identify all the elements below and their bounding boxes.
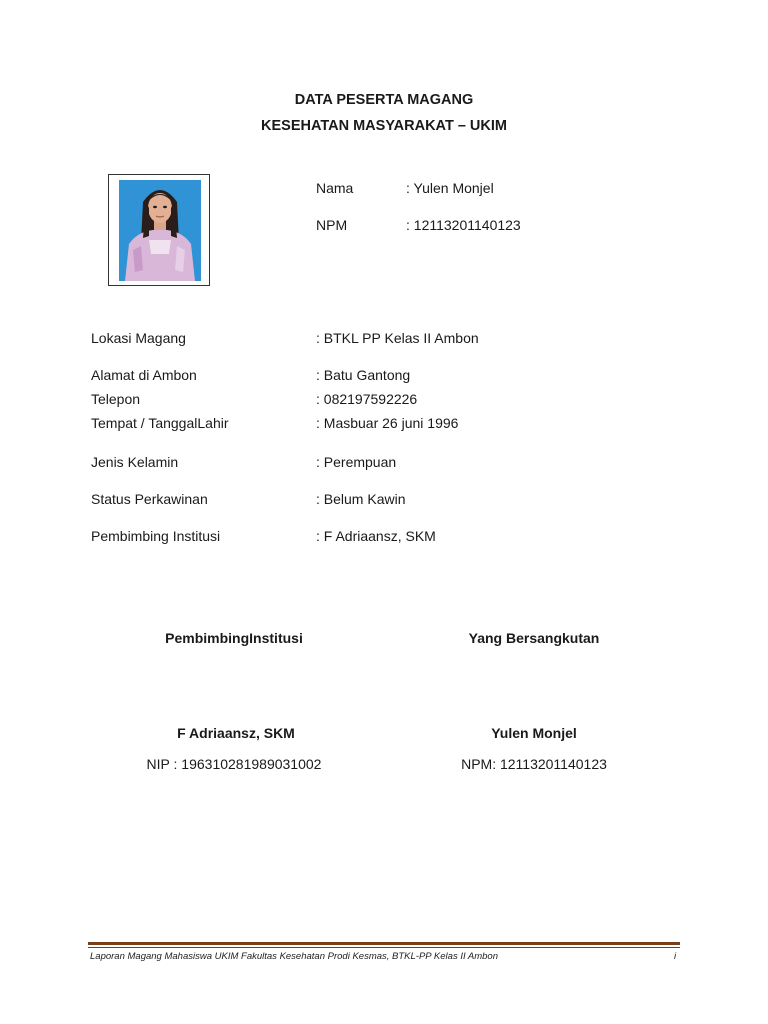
- photo-frame: [108, 174, 210, 286]
- page-number: i: [674, 951, 677, 962]
- field-label-alamat: Alamat di Ambon: [91, 367, 197, 383]
- footer-text: Laporan Magang Mahasiswa UKIM Fakultas Kesehatan Prodi Kesmas, BTKL-PP Kelas II Ambon: [90, 951, 498, 962]
- field-value-pembimbing: : F Adriaansz, SKM: [316, 528, 436, 544]
- field-label-pembimbing: Pembimbing Institusi: [91, 528, 221, 544]
- field-value-ttl: : Masbuar 26 juni 1996: [316, 415, 459, 431]
- npm-value: : 12113201140123: [406, 217, 521, 233]
- nama-value: : Yulen Monjel: [406, 180, 494, 196]
- field-label-ttl: Tempat / TanggalLahir: [91, 415, 229, 431]
- field-value-telepon: : 082197592226: [316, 391, 418, 407]
- field-value-alamat: : Batu Gantong: [316, 367, 411, 383]
- signature-left-name: F Adriaansz, SKM: [177, 725, 295, 741]
- field-value-jenis-kelamin: : Perempuan: [316, 454, 397, 470]
- footer-rule-thick: [88, 942, 680, 945]
- page-title: DATA PESERTA MAGANG: [294, 92, 474, 108]
- field-label-jenis-kelamin: Jenis Kelamin: [91, 454, 179, 470]
- signature-left-id: NIP : 196310281989031002: [146, 756, 322, 772]
- signature-right-heading: Yang Bersangkutan: [468, 630, 600, 646]
- field-value-status: : Belum Kawin: [316, 491, 406, 507]
- footer-rule-thin: [88, 947, 680, 948]
- field-label-status: Status Perkawinan: [91, 491, 208, 507]
- field-value-lokasi: : BTKL PP Kelas II Ambon: [316, 330, 479, 346]
- profile-photo: [119, 180, 201, 281]
- npm-label: NPM: [316, 217, 348, 233]
- field-label-lokasi: Lokasi Magang: [91, 330, 186, 346]
- signature-right-name: Yulen Monjel: [491, 725, 577, 741]
- field-label-telepon: Telepon: [91, 391, 141, 407]
- nama-label: Nama: [316, 180, 354, 196]
- signature-right-id: NPM: 12113201140123: [461, 756, 607, 772]
- page-subtitle: KESEHATAN MASYARAKAT – UKIM: [261, 118, 507, 134]
- signature-left-heading: PembimbingInstitusi: [165, 630, 303, 646]
